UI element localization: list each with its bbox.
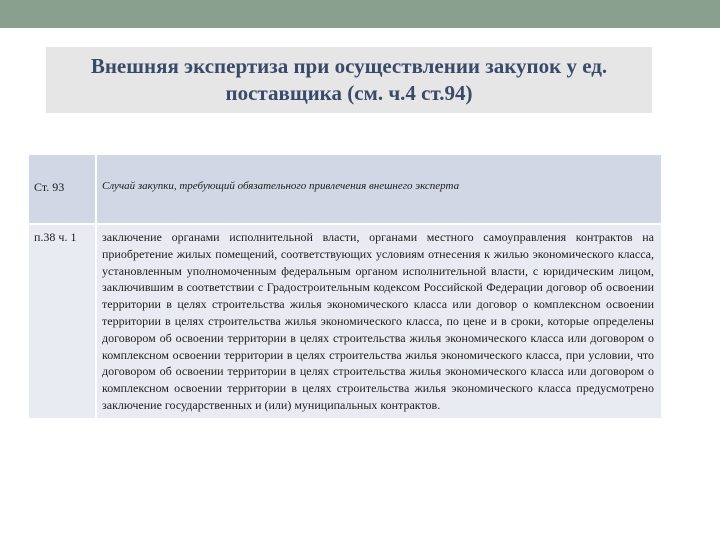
table-header-row	[29, 155, 661, 225]
header-article-cell	[29, 155, 97, 225]
row-text: заключение органами исполнительной власти, органами местного самоуправления контрактов на приобретение жилых помещений, соответствующих условиям отнесения к жилью экономического класса, установленным уполномоченным федеральным органом исполнительной власти, с юридическим лицом, заключившим в соответствии с Градостроительным кодексом Российской Федерации договор об освоении территории в целях строительства жилья экономического класса или договор о комплексном освоении территории в целях строительства жилья экономического класса, по цене и в сроки, которые определены договором об освоении территории в целях строительства жилья экономического класса или договором о комплексном освоении территории в целях строительства жилья экономического класса, при условии, что договором об освоении территории в целях строительства жилья экономического класса или договором о комплексном освоении территории в целях строительства жилья экономического класса предусмотрено заключение государственных и (или) муниципальных контрактов.	[102, 230, 654, 412]
title-box	[46, 47, 652, 113]
header-article: Ст. 93	[34, 180, 65, 194]
top-decorative-band	[0, 0, 720, 28]
table-row	[29, 225, 661, 418]
row-article: п.38 ч. 1	[34, 230, 77, 244]
header-case-cell	[97, 155, 661, 225]
row-article-cell	[29, 225, 97, 418]
cases-table	[29, 155, 661, 418]
row-text-cell	[97, 225, 661, 418]
header-case: Случай закупки, требующий обязательного привлечения внешнего эксперта	[102, 180, 460, 192]
slide-title: Внешняя экспертиза при осуществлении закупок у ед. поставщика (см. ч.4 ст.94)	[90, 54, 608, 105]
